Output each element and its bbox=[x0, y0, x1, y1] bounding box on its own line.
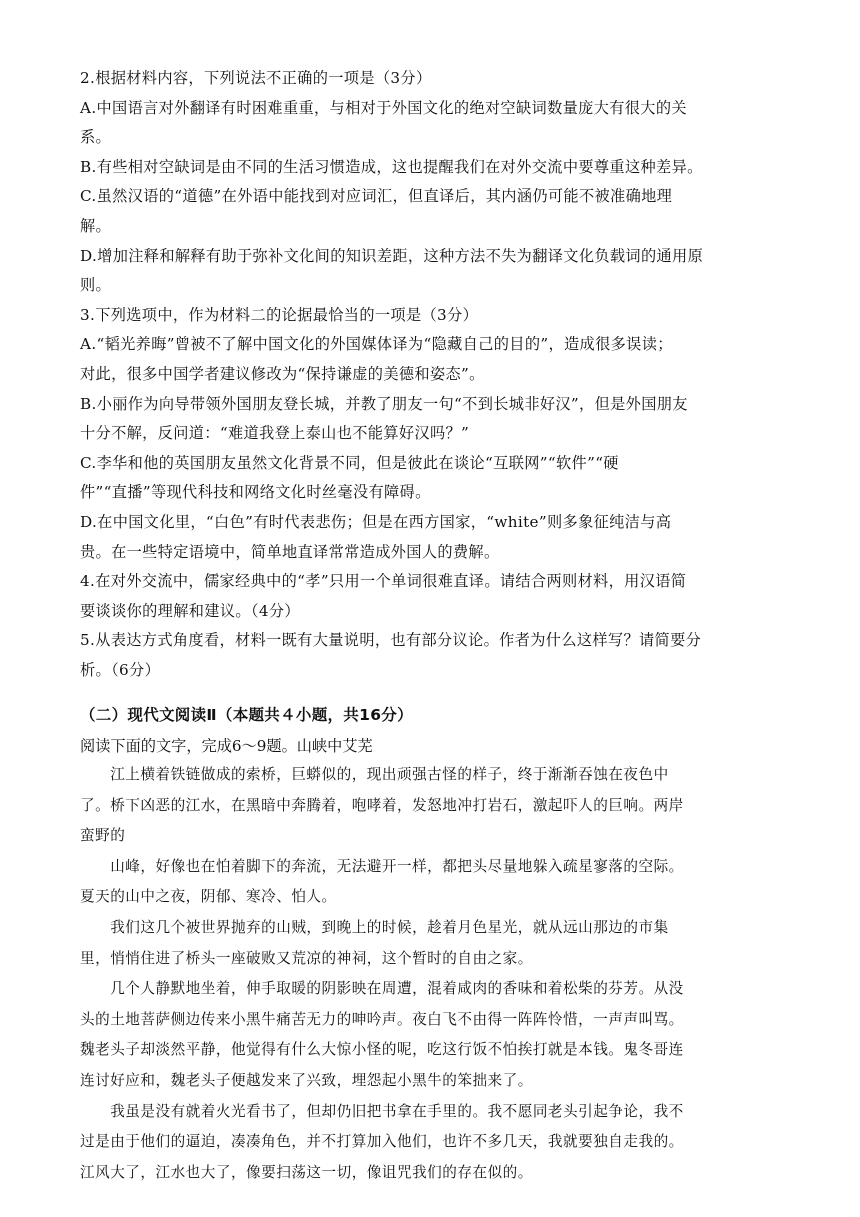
question-line: 件”“直播”等现代科技和网络文化时丝毫没有障碍。 bbox=[80, 483, 431, 502]
question-line: 5.从表达方式角度看，材料一既有大量说明，也有部分议论。作者为什么这样写？请简要分 bbox=[80, 631, 702, 650]
passage-line: 我们这几个被世界抛弃的山贼，到晚上的时候，趁着月色星光，就从远山那边的市集 bbox=[80, 918, 669, 936]
question-line: 系。 bbox=[80, 128, 112, 147]
question-line: C.虽然汉语的“道德”在外语中能找到对应词汇，但直译后，其内涵仍可能不被准确地理 bbox=[80, 187, 673, 206]
question-line: C.李华和他的英国朋友虽然文化背景不同，但是彼此在谈论“互联网”“软件”“硬 bbox=[80, 453, 619, 472]
passage-line: 几个人静默地坐着，伸手取暖的阴影映在周遭，混着咸肉的香味和着松柴的芬芳。从没 bbox=[80, 980, 684, 998]
question-line: 贵。在一些特定语境中，简单地直译常常造成外国人的费解。 bbox=[80, 542, 500, 561]
passage-line: 过是由于他们的逼迫，凑凑角色，并不打算加入他们，也许不多几天，我就要独自走我的。 bbox=[80, 1133, 684, 1151]
question-line: D.在中国文化里，“白色”有时代表悲伤；但是在西方国家，“white”则多象征纯洁与高 bbox=[80, 512, 672, 531]
question-line: A.中国语言对外翻译有时困难重重，与相对于外国文化的绝对空缺词数量庞大有很大的关 bbox=[80, 98, 687, 117]
question-line: 则。 bbox=[80, 276, 112, 295]
passage-line: 江风大了，江水也大了，像要扫荡这一切，像诅咒我们的存在似的。 bbox=[80, 1163, 533, 1181]
section-heading: （二）现代文阅读Ⅱ（本题共４小题，共16分） bbox=[80, 706, 413, 724]
question-line: 十分不解，反问道：“难道我登上泰山也不能算好汉吗？” bbox=[80, 424, 470, 443]
reading-passage bbox=[80, 760, 780, 1188]
question-line: 析。（6分） bbox=[80, 660, 161, 679]
passage-line: 里，悄悄住进了桥头一座破败又荒凉的神祠，这个暂时的自由之家。 bbox=[80, 949, 533, 967]
question-line: 4.在对外交流中，儒家经典中的“孝”只用一个单词很难直译。请结合两则材料，用汉语简 bbox=[80, 572, 687, 591]
reading-instruction: 阅读下面的文字，完成6～9题。山峡中艾芜 bbox=[80, 737, 373, 755]
question-line: 3.下列选项中，作为材料二的论据最恰当的一项是（3分） bbox=[80, 305, 479, 324]
passage-line: 江上横着铁链做成的索桥，巨蟒似的，现出顽强古怪的样子，终于渐渐吞蚀在夜色中 bbox=[80, 766, 669, 783]
questions-block bbox=[80, 64, 780, 685]
passage-line: 魏老头子却淡然平静，他觉得有什么大惊小怪的呢，吃这行饭不怕挨打就是本钱。鬼冬哥连 bbox=[80, 1041, 684, 1059]
question-line: B.有些相对空缺词是由不同的生活习惯造成，这也提醒我们在对外交流中要尊重这种差异。 bbox=[80, 157, 703, 176]
question-line: A.“韬光养晦”曾被不了解中国文化的外国媒体译为“隐藏自己的目的”，造成很多误读； bbox=[80, 335, 673, 354]
passage-line: 夏天的山中之夜，阴郁、寒冷、怕人。 bbox=[80, 888, 337, 906]
question-line: 要谈谈你的理解和建议。（4分） bbox=[80, 601, 300, 620]
passage-line: 蛮野的 bbox=[80, 827, 126, 845]
passage-line: 山峰，好像也在怕着脚下的奔流，无法避开一样，都把头尽量地躲入疏星寥落的空际。 bbox=[80, 857, 684, 875]
question-line: 对此，很多中国学者建议修改为“保持谦虚的美德和姿态”。 bbox=[80, 364, 485, 383]
passage-line: 了。桥下凶恶的江水，在黑暗中奔腾着，咆哮着，发怒地冲打岩石，激起吓人的巨响。两岸 bbox=[80, 796, 684, 814]
question-line: B.小丽作为向导带领外国朋友登长城，并教了朋友一句“不到长城非好汉”，但是外国朋友 bbox=[80, 394, 688, 413]
passage-line: 我虽是没有就着火光看书了，但却仍旧把书拿在手里的。我不愿同老头引起争论，我不 bbox=[80, 1102, 684, 1120]
passage-line: 连讨好应和，魏老头子便越发来了兴致，埋怨起小黑牛的笨拙来了。 bbox=[80, 1071, 533, 1089]
question-line: 2.根据材料内容，下列说法不正确的一项是（3分） bbox=[80, 69, 432, 87]
question-line: D.增加注释和解释有助于弥补文化间的知识差距，这种方法不失为翻译文化负载词的通用原 bbox=[80, 246, 704, 265]
question-line: 解。 bbox=[80, 216, 112, 235]
passage-line: 头的土地菩萨侧边传来小黑牛痛苦无力的呻吟声。夜白飞不由得一阵阵怜惜，一声声叫骂。 bbox=[80, 1010, 684, 1028]
